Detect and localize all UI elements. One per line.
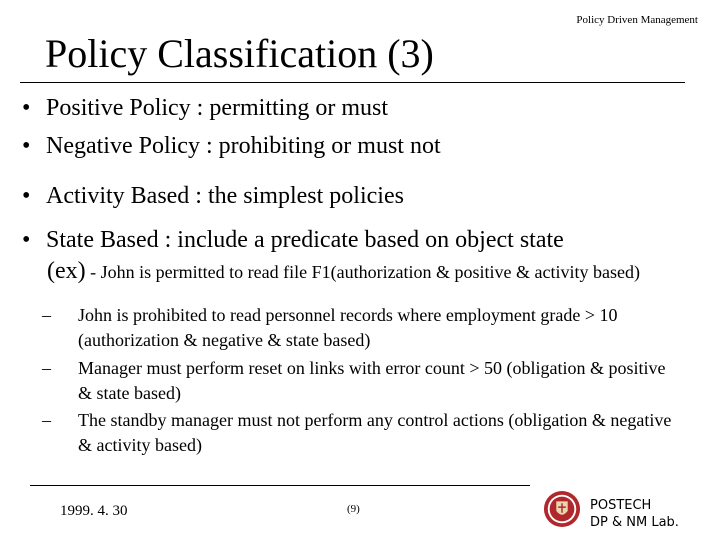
bullet-positive-policy xyxy=(22,94,388,123)
bullet-negative-policy xyxy=(22,132,441,161)
bullet-marker: • xyxy=(22,133,31,159)
example-text: - John is permitted to read file F1(authorization & positive & activity based) xyxy=(85,262,641,282)
sub-item-text: John is prohibited to read personnel records where employment grade > 10 (authorization & negative & state based) xyxy=(78,305,618,350)
bullet-text: State Based : include a predicate based on object state xyxy=(46,227,564,253)
lab-line-2: DP & NM Lab. xyxy=(590,515,679,530)
bullet-activity-based xyxy=(22,182,404,211)
sub-item-obligation-positive xyxy=(42,356,682,406)
dash-marker: – xyxy=(42,358,51,378)
bullet-text: Activity Based : the simplest policies xyxy=(46,183,404,209)
example-line xyxy=(47,258,640,285)
sub-item-obligation-negative xyxy=(42,408,682,458)
bullet-marker: • xyxy=(22,95,31,121)
bullet-text: Positive Policy : permitting or must xyxy=(46,95,388,121)
lab-name xyxy=(590,497,679,531)
title-divider xyxy=(20,82,685,83)
bullet-marker: • xyxy=(22,227,31,253)
slide-title: Policy Classification (3) xyxy=(45,31,434,76)
footer-date: 1999. 4. 30 xyxy=(60,503,128,519)
sub-item-prohibited xyxy=(42,303,682,353)
bullet-state-based xyxy=(22,226,564,255)
dash-marker: – xyxy=(42,410,51,430)
lab-line-1: POSTECH xyxy=(590,498,652,513)
dash-marker: – xyxy=(42,305,51,325)
sub-item-text: The standby manager must not perform any control actions (obligation & negative & activity based) xyxy=(78,410,672,455)
postech-logo-icon xyxy=(543,490,581,528)
sub-item-text: Manager must perform reset on links with error count > 50 (obligation & positive & state based) xyxy=(78,358,666,403)
page-number: (9) xyxy=(347,503,360,515)
header-subtitle: Policy Driven Management xyxy=(576,14,698,26)
footer-divider xyxy=(30,485,530,486)
bullet-marker: • xyxy=(22,183,31,209)
bullet-text: Negative Policy : prohibiting or must not xyxy=(46,133,441,159)
example-tag: (ex) xyxy=(47,258,86,284)
